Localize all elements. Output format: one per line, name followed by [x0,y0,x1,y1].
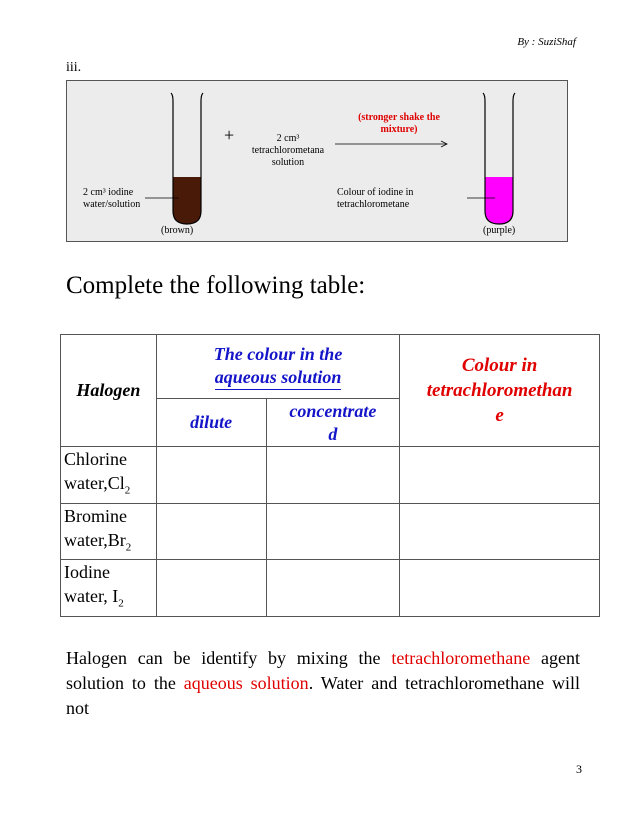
halogen-name: Chlorine $water,Cl_2$ [61,447,157,504]
left-tube-label: 2 cm³ iodine water/solution [83,187,141,210]
plus-sign: + [224,125,235,145]
highlight-ccl4: tetrachloromethane [391,648,531,668]
answer-cell-ccl4[interactable] [400,503,600,560]
header-ccl4: Colour in tetrachloromethan e [400,335,600,447]
page-number: 3 [576,762,582,776]
header-halogen: Halogen [61,335,157,447]
answer-cell-concentrated[interactable] [266,560,400,617]
answer-cell-concentrated[interactable] [266,503,400,560]
answer-cell-concentrated[interactable] [266,447,400,504]
author-credit: By : SuziShaf [517,36,576,48]
answer-cell-ccl4[interactable] [400,560,600,617]
header-aqueous: The colour in the aqueous solution [156,335,399,399]
answer-cell-dilute[interactable] [156,560,266,617]
highlight-aqueous: aqueous solution [183,673,309,693]
shake-instruction: (stronger shake the mixture) [358,112,440,135]
table-row [61,560,600,617]
table-row [61,447,600,504]
halogen-name: Iodine water, $I_2$ [61,560,157,617]
right-tube-label: Colour of iodine in tetrachlorometane [337,187,414,210]
halogen-table [60,334,600,617]
explanation-paragraph: Halogen can be identify by mixing the tetrachloromethane agent solution to the aqueous solution. Water and tetrachloromethane will not [66,648,580,718]
section-heading: Complete the following table: [66,272,366,299]
experiment-diagram [66,80,568,242]
section-label: iii. [66,60,82,75]
answer-cell-ccl4[interactable] [400,447,600,504]
answer-cell-dilute[interactable] [156,447,266,504]
header-dilute: dilute [156,399,266,447]
table-row [61,503,600,560]
header-concentrated: concentrate d [266,399,400,447]
reagent-label: 2 cm³ tetrachlorometana solution [251,133,325,168]
answer-cell-dilute[interactable] [156,503,266,560]
right-tube-colour: (purple) [483,225,516,236]
left-tube-colour: (brown) [161,225,194,236]
halogen-name: Bromine $water,Br_2$ [61,503,157,560]
